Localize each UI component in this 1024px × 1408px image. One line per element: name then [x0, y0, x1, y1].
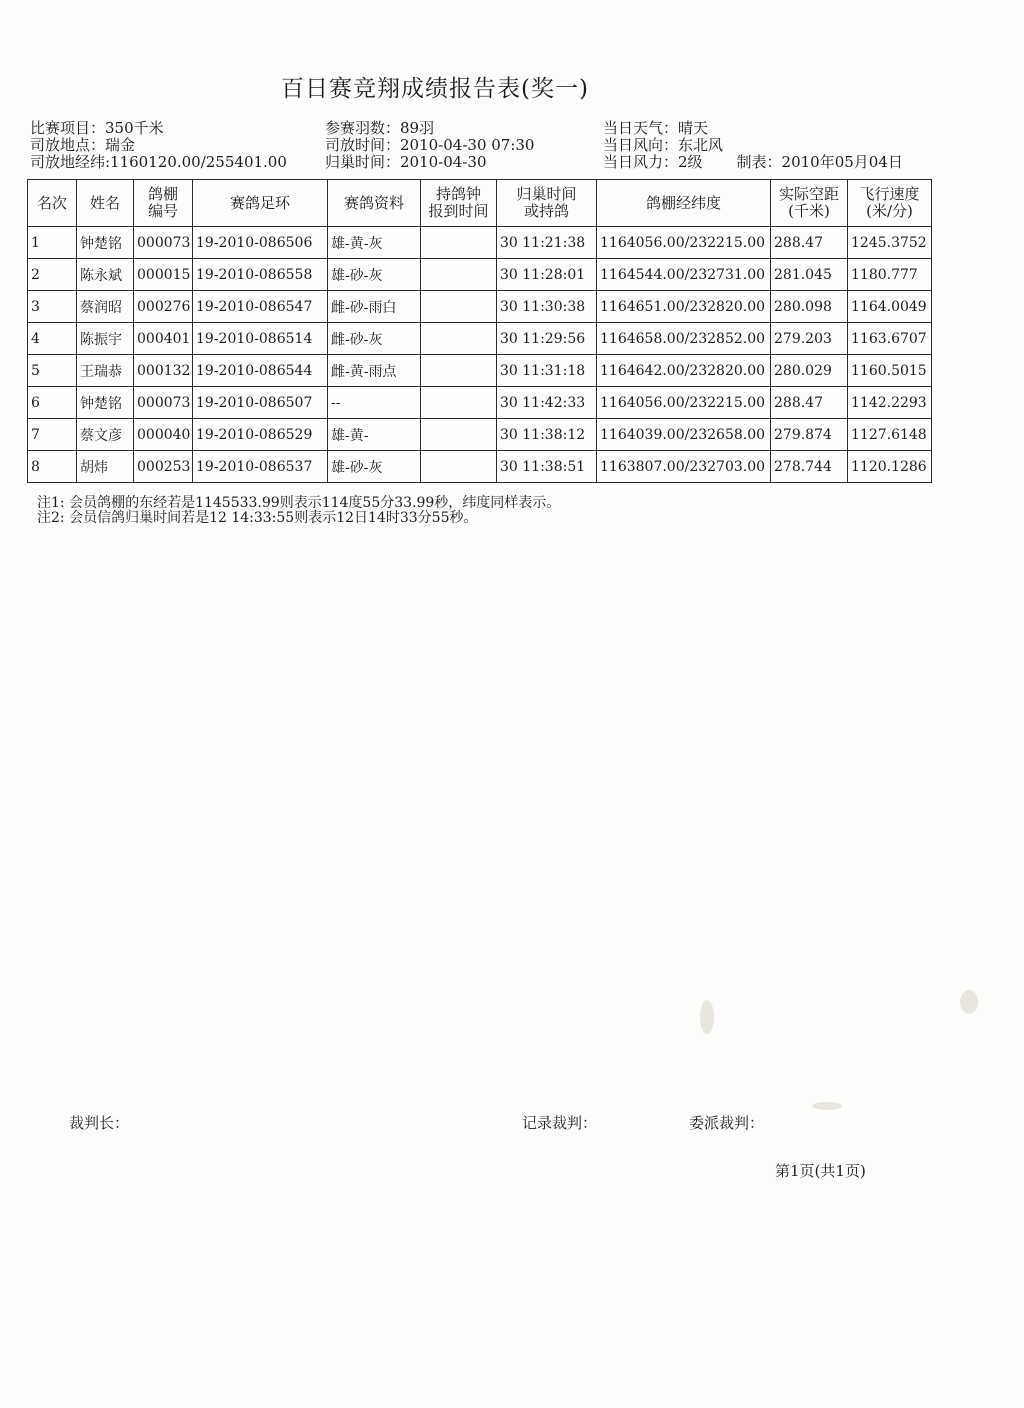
- cell-ring: 19-2010-086544: [193, 355, 328, 387]
- cell-loft-id: 000073: [134, 227, 193, 259]
- cell-return-time: 30 11:21:38: [497, 227, 597, 259]
- cell-loft-coords: 1164544.00/232731.00: [597, 259, 771, 291]
- cell-loft-coords: 1164056.00/232215.00: [597, 387, 771, 419]
- cell-return-time: 30 11:42:33: [497, 387, 597, 419]
- table-row: [28, 323, 932, 355]
- table-row: [28, 259, 932, 291]
- cell-ring: 19-2010-086506: [193, 227, 328, 259]
- delegate-label: 委派裁判：: [689, 1114, 765, 1132]
- cell-rank: 8: [28, 451, 77, 483]
- header-rank: 名次: [28, 180, 77, 227]
- table-row: [28, 451, 932, 483]
- header-distance: 实际空距 (千米): [771, 180, 848, 227]
- cell-distance: 279.203: [771, 323, 848, 355]
- header-speed: 飞行速度 (米/分): [848, 180, 932, 227]
- cell-clock-time: [421, 227, 497, 259]
- cell-rank: 3: [28, 291, 77, 323]
- table-row: [28, 419, 932, 451]
- cell-ring: 19-2010-086514: [193, 323, 328, 355]
- table-row: [28, 355, 932, 387]
- recorder-label: 记录裁判：: [522, 1114, 598, 1132]
- cell-speed: 1127.6148: [848, 419, 932, 451]
- cell-distance: 281.045: [771, 259, 848, 291]
- note-2: 注2: 会员信鸽归巢时间若是12 14:33:55则表示12日14时33分55秒。: [37, 510, 478, 526]
- cell-distance: 288.47: [771, 387, 848, 419]
- cell-loft-id: 000253: [134, 451, 193, 483]
- header-loft-coords: 鸽棚经纬度: [597, 180, 771, 227]
- cell-name: 蔡文彦: [77, 419, 134, 451]
- cell-loft-coords: 1164658.00/232852.00: [597, 323, 771, 355]
- cell-distance: 278.744: [771, 451, 848, 483]
- cell-clock-time: [421, 259, 497, 291]
- cell-bird-info: 雌-黄-雨点: [328, 355, 421, 387]
- cell-loft-coords: 1164651.00/232820.00: [597, 291, 771, 323]
- cell-loft-id: 000401: [134, 323, 193, 355]
- cell-loft-coords: 1163807.00/232703.00: [597, 451, 771, 483]
- results-table: [27, 179, 932, 483]
- cell-name: 陈永斌: [77, 259, 134, 291]
- meta-weather: 当日天气：晴天: [603, 119, 709, 137]
- cell-bird-info: 雄-砂-灰: [328, 259, 421, 291]
- meta-release-coords: 司放地经纬:1160120.00/255401.00: [30, 153, 287, 171]
- cell-return-time: 30 11:29:56: [497, 323, 597, 355]
- meta-release-site: 司放地点：瑞金: [30, 136, 136, 154]
- header-name: 姓名: [77, 180, 134, 227]
- header-loft-id: 鸽棚 编号: [134, 180, 193, 227]
- cell-rank: 5: [28, 355, 77, 387]
- cell-bird-info: 雄-黄-: [328, 419, 421, 451]
- notes: [37, 496, 560, 526]
- cell-rank: 4: [28, 323, 77, 355]
- table-row: [28, 291, 932, 323]
- cell-distance: 280.029: [771, 355, 848, 387]
- cell-distance: 279.874: [771, 419, 848, 451]
- meta-made-by: 制表：2010年05月04日: [736, 153, 903, 171]
- note-1: 注1: 会员鸽棚的东经若是1145533.99则表示114度55分33.99秒，纬度同样表示。: [37, 495, 561, 511]
- cell-return-time: 30 11:30:38: [497, 291, 597, 323]
- header-return-time: 归巢时间 或持鸽: [497, 180, 597, 227]
- page-number: 第1页(共1页): [775, 1162, 866, 1180]
- cell-clock-time: [421, 419, 497, 451]
- cell-name: 陈振宇: [77, 323, 134, 355]
- chief-referee-label: 裁判长：: [69, 1114, 130, 1132]
- header-ring: 赛鸽足环: [193, 180, 328, 227]
- table-row: [28, 227, 932, 259]
- paper-smudge: [960, 990, 978, 1014]
- cell-name: 王瑞恭: [77, 355, 134, 387]
- cell-clock-time: [421, 387, 497, 419]
- cell-name: 蔡润昭: [77, 291, 134, 323]
- paper-smudge: [812, 1102, 842, 1110]
- cell-rank: 1: [28, 227, 77, 259]
- cell-rank: 2: [28, 259, 77, 291]
- table-body: [28, 227, 932, 483]
- header-clock-time: 持鸽钟 报到时间: [421, 180, 497, 227]
- cell-distance: 288.47: [771, 227, 848, 259]
- cell-speed: 1120.1286: [848, 451, 932, 483]
- cell-name: 钟楚铭: [77, 227, 134, 259]
- cell-loft-id: 000132: [134, 355, 193, 387]
- cell-loft-id: 000276: [134, 291, 193, 323]
- meta-wind-direction: 当日风向：东北风: [603, 136, 724, 154]
- cell-bird-info: 雄-黄-灰: [328, 227, 421, 259]
- cell-bird-info: 雌-砂-灰: [328, 323, 421, 355]
- cell-clock-time: [421, 451, 497, 483]
- cell-speed: 1164.0049: [848, 291, 932, 323]
- header-bird-info: 赛鸽资料: [328, 180, 421, 227]
- cell-distance: 280.098: [771, 291, 848, 323]
- cell-rank: 7: [28, 419, 77, 451]
- meta-wind-force-line: [603, 154, 903, 171]
- cell-speed: 1163.6707: [848, 323, 932, 355]
- cell-clock-time: [421, 323, 497, 355]
- cell-speed: 1245.3752: [848, 227, 932, 259]
- cell-speed: 1180.777: [848, 259, 932, 291]
- cell-return-time: 30 11:28:01: [497, 259, 597, 291]
- cell-loft-coords: 1164642.00/232820.00: [597, 355, 771, 387]
- meta-return-date: 归巢时间：2010-04-30: [325, 153, 487, 171]
- report-title: 百日赛竞翔成绩报告表(奖一): [281, 76, 589, 102]
- cell-clock-time: [421, 355, 497, 387]
- cell-return-time: 30 11:31:18: [497, 355, 597, 387]
- table-header-row: [28, 180, 932, 227]
- cell-ring: 19-2010-086507: [193, 387, 328, 419]
- cell-ring: 19-2010-086537: [193, 451, 328, 483]
- cell-loft-coords: 1164056.00/232215.00: [597, 227, 771, 259]
- meta-entry-count: 参赛羽数：89羽: [325, 119, 435, 137]
- meta-mid-block: [325, 120, 534, 171]
- cell-ring: 19-2010-086529: [193, 419, 328, 451]
- cell-loft-id: 000015: [134, 259, 193, 291]
- cell-ring: 19-2010-086547: [193, 291, 328, 323]
- cell-bird-info: 雌-砂-雨白: [328, 291, 421, 323]
- cell-bird-info: 雄-砂-灰: [328, 451, 421, 483]
- meta-left-block: [30, 120, 287, 171]
- meta-release-time: 司放时间：2010-04-30 07:30: [325, 136, 535, 154]
- cell-loft-id: 000040: [134, 419, 193, 451]
- cell-clock-time: [421, 291, 497, 323]
- cell-name: 钟楚铭: [77, 387, 134, 419]
- cell-ring: 19-2010-086558: [193, 259, 328, 291]
- cell-loft-coords: 1164039.00/232658.00: [597, 419, 771, 451]
- cell-loft-id: 000073: [134, 387, 193, 419]
- cell-return-time: 30 11:38:51: [497, 451, 597, 483]
- table-row: [28, 387, 932, 419]
- paper-smudge: [700, 1000, 714, 1034]
- cell-return-time: 30 11:38:12: [497, 419, 597, 451]
- meta-right-block: [603, 120, 903, 171]
- meta-wind-force: 当日风力：2级: [603, 153, 703, 171]
- cell-name: 胡炜: [77, 451, 134, 483]
- cell-rank: 6: [28, 387, 77, 419]
- meta-race-distance: 比赛项目：350千米: [30, 119, 164, 137]
- cell-speed: 1142.2293: [848, 387, 932, 419]
- cell-speed: 1160.5015: [848, 355, 932, 387]
- cell-bird-info: --: [328, 387, 421, 419]
